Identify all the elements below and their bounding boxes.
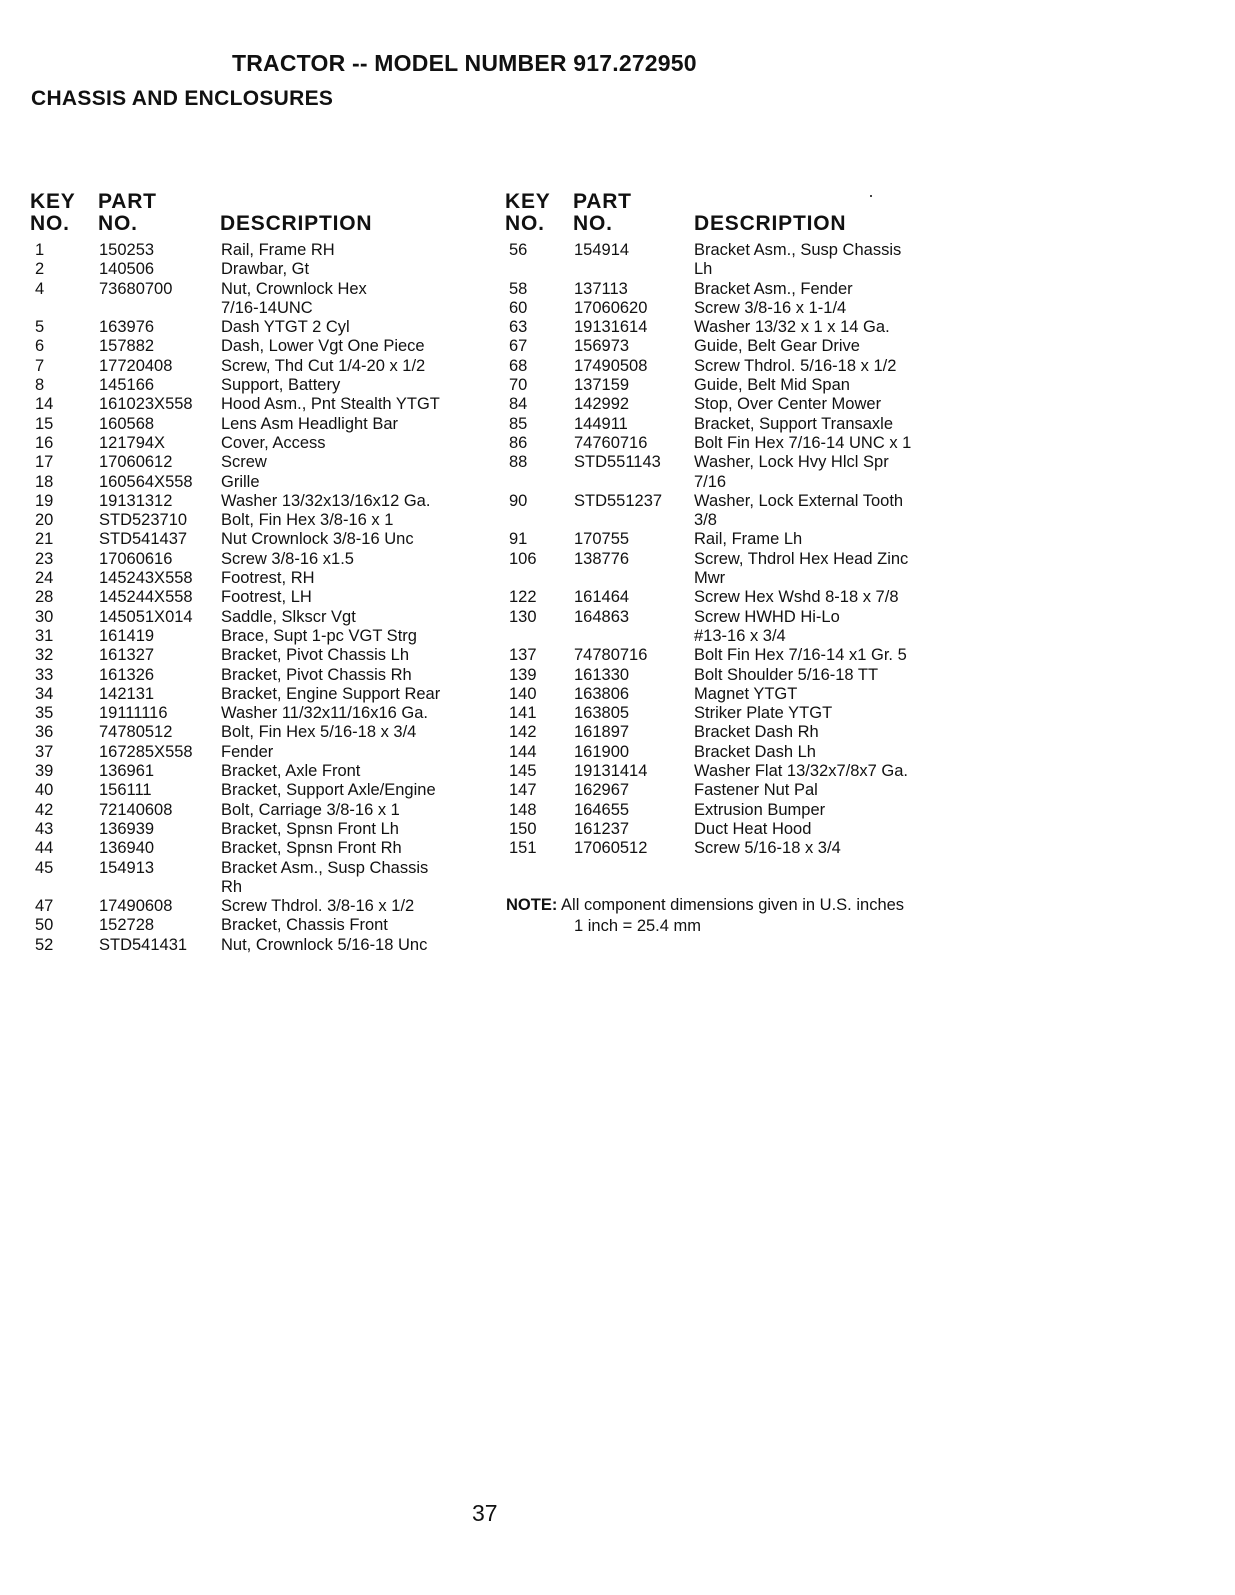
part-number: 145051X014 [99,607,193,626]
key-number: 43 [35,819,54,838]
part-description: #13-16 x 3/4 [694,626,786,645]
part-column-header-left: PART NO. [98,190,157,235]
part-description: Hood Asm., Pnt Stealth YTGT [221,395,440,414]
part-number: 161237 [574,819,630,838]
part-number: 17720408 [99,356,173,375]
part-description: Guide, Belt Mid Span [694,376,850,395]
key-number: 90 [509,491,528,510]
part-number: 164863 [574,607,630,626]
parts-row [0,299,1235,318]
key-number: 16 [35,433,54,452]
part-number: 138776 [574,549,630,568]
key-number: 14 [35,395,54,414]
key-number: 8 [35,376,45,395]
key-number: 68 [509,356,528,375]
part-number: 19131312 [99,491,173,510]
part-number: 136940 [99,839,155,858]
part-description: Bracket Asm., Susp Chassis [694,241,902,259]
parts-row [0,666,1235,685]
part-number: 152728 [99,916,155,935]
part-number: 74760716 [574,433,648,452]
key-number: 42 [35,800,54,819]
key-number: 60 [509,298,528,317]
key-number: 7 [35,356,45,375]
key-number: 50 [35,916,54,935]
parts-row [0,550,1235,569]
part-description: Screw Thdrol. 5/16-18 x 1/2 [694,356,897,375]
part-number: 72140608 [99,800,173,819]
part-description: Fender [221,742,274,761]
key-number: 19 [35,491,54,510]
part-description: Bolt, Carriage 3/8-16 x 1 [221,800,400,819]
key-number: 70 [509,376,528,395]
key-number: 17 [35,453,54,472]
part-description: Dash YTGT 2 Cyl [221,318,350,337]
parts-row [0,743,1235,762]
part-number: 163976 [99,318,155,337]
part-description: Rail, Frame RH [221,241,335,259]
key-number: 139 [509,665,537,684]
part-number: STD541437 [99,530,188,549]
key-number: 91 [509,530,528,549]
part-number: 161326 [99,665,155,684]
key-number: 18 [35,472,54,491]
part-number: STD551143 [574,453,661,472]
part-number: 170755 [574,530,630,549]
key-number: 40 [35,781,54,800]
part-number: 144911 [574,414,628,433]
part-number: 161464 [574,588,630,607]
part-description: Nut, Crownlock 5/16-18 Unc [221,935,428,954]
part-number: 142131 [99,684,155,703]
part-description: 7/16-14UNC [221,298,313,317]
parts-list-right [0,241,1235,859]
part-description: Bracket Dash Rh [694,723,819,742]
parts-row [0,723,1235,742]
key-number: 31 [35,626,54,645]
part-number: 156973 [574,337,630,356]
part-description: Bracket, Spnsn Front Rh [221,839,402,858]
part-number: 137113 [574,279,628,298]
parts-row [0,608,1235,627]
parts-row [0,801,1235,820]
part-number: 157882 [99,337,155,356]
part-number: 145243X558 [99,569,193,588]
part-number: 167285X558 [99,742,193,761]
part-description: Footrest, LH [221,588,312,607]
part-description: Washer 13/32x13/16x12 Ga. [221,491,431,510]
part-description: Drawbar, Gt [221,260,310,279]
parts-row [0,781,1235,800]
parts-row [0,762,1235,781]
key-number: 63 [509,318,528,337]
key-number: 36 [35,723,54,742]
part-description: Washer, Lock External Tooth [694,491,904,510]
part-number: 160568 [99,414,155,433]
parts-row [0,376,1235,395]
key-number: 24 [35,569,54,588]
section-title: CHASSIS AND ENCLOSURES [31,87,334,110]
part-description: Support, Battery [221,376,341,395]
parts-row [0,627,1235,646]
part-description: Stop, Over Center Mower [694,395,882,414]
part-description: Grille [221,472,260,491]
part-description: Bolt Shoulder 5/16-18 TT [694,665,879,684]
key-number: 148 [509,800,537,819]
part-description: Bracket, Spnsn Front Lh [221,819,399,838]
part-number: 154914 [574,241,630,259]
parts-row [0,395,1235,414]
part-number: 162967 [574,781,630,800]
parts-row [0,916,480,935]
part-number: STD523710 [99,511,188,530]
note-text: All component dimensions given in U.S. inches [561,896,905,914]
part-description: Nut Crownlock 3/8-16 Unc [221,530,414,549]
key-number: 147 [509,781,537,800]
parts-row [0,318,1235,337]
parts-row [0,453,1235,472]
key-number: 140 [509,684,537,703]
parts-row [0,260,1235,279]
part-number: 136939 [99,819,155,838]
parts-row [0,241,1235,260]
part-description: Bracket, Support Transaxle [694,414,894,433]
part-description: Screw, Thd Cut 1/4-20 x 1/2 [221,356,426,375]
key-number: 130 [509,607,537,626]
part-description: Lh [694,260,713,279]
part-description: Cover, Access [221,433,326,452]
part-description: Mwr [694,569,726,588]
part-description: Rail, Frame Lh [694,530,803,549]
key-number: 44 [35,839,54,858]
part-description: Duct Heat Hood [694,819,812,838]
key-number: 56 [509,241,528,259]
part-description: Magnet YTGT [694,684,798,703]
key-number: 28 [35,588,54,607]
part-number: 163806 [574,684,630,703]
key-number: 34 [35,684,54,703]
key-number: 88 [509,453,528,472]
key-number: 141 [509,704,537,723]
part-description: Fastener Nut Pal [694,781,818,800]
part-description: Screw 3/8-16 x1.5 [221,549,354,568]
description-column-header-right: DESCRIPTION [694,212,847,235]
part-description: Dash, Lower Vgt One Piece [221,337,425,356]
part-description: Bracket Asm., Susp Chassis [221,858,429,877]
key-number: 150 [509,819,537,838]
part-number: 161419 [99,626,155,645]
key-number: 5 [35,318,45,337]
part-number: 161023X558 [99,395,193,414]
part-description: Rh [221,877,243,896]
parts-row [0,415,1235,434]
part-description: Bracket, Engine Support Rear [221,684,441,703]
key-number: 37 [35,742,54,761]
key-number: 137 [509,646,537,665]
part-description: Bolt Fin Hex 7/16-14 x1 Gr. 5 [694,646,907,665]
key-number: 122 [509,588,537,607]
page-title: TRACTOR -- MODEL NUMBER 917.272950 [232,50,697,76]
part-number: 19111116 [99,704,168,723]
part-description: Screw HWHD Hi-Lo [694,607,840,626]
parts-row [0,588,1235,607]
part-description: Bracket, Pivot Chassis Lh [221,646,409,665]
parts-row [0,473,1235,492]
part-description: Saddle, Slkscr Vgt [221,607,356,626]
key-number: 58 [509,279,528,298]
description-column-header-left: DESCRIPTION [220,212,373,235]
part-description: Washer Flat 13/32x7/8x7 Ga. [694,762,908,781]
part-description: Screw [221,453,267,472]
parts-row [0,820,1235,839]
parts-row [0,936,480,955]
key-number: 32 [35,646,54,665]
part-description: 3/8 [694,511,717,530]
key-number: 85 [509,414,528,433]
key-number: 23 [35,549,54,568]
part-description: Bolt Fin Hex 7/16-14 UNC x 1 [694,433,912,452]
parts-row [0,685,1235,704]
part-description: Extrusion Bumper [694,800,826,819]
part-description: Guide, Belt Gear Drive [694,337,860,356]
key-number: 35 [35,704,54,723]
part-description: Bracket Dash Lh [694,742,816,761]
part-number: 17490508 [574,356,648,375]
part-description: Nut, Crownlock Hex [221,279,367,298]
key-number: 144 [509,742,537,761]
part-description: Bolt, Fin Hex 3/8-16 x 1 [221,511,394,530]
part-description: Screw Thdrol. 3/8-16 x 1/2 [221,897,415,916]
part-description: Bracket, Pivot Chassis Rh [221,665,412,684]
part-description: 7/16 [694,472,727,491]
part-number: 140506 [99,260,155,279]
key-number: 52 [35,935,54,954]
part-number: 145166 [99,376,155,395]
part-number: 161330 [574,665,630,684]
part-number: 163805 [574,704,630,723]
note-label: NOTE: [506,896,558,914]
part-number: 17060616 [99,549,173,568]
part-number: 17490608 [99,897,173,916]
page-number: 37 [472,1500,498,1526]
part-number: 150253 [99,241,155,259]
part-number: 161327 [99,646,155,665]
key-number: 15 [35,414,54,433]
part-number: 142992 [574,395,630,414]
parts-row [0,357,1235,376]
key-column-header-right: KEY NO. [505,190,551,235]
part-description: Screw 5/16-18 x 3/4 [694,839,841,858]
key-number: 33 [35,665,54,684]
part-description: Washer 11/32x11/16x16 Ga. [221,704,428,723]
part-number: 74780512 [99,723,173,742]
part-description: Striker Plate YTGT [694,704,833,723]
part-number: 17060612 [99,453,173,472]
parts-row [0,704,1235,723]
part-number: STD541431 [99,935,188,954]
parts-row [0,646,1235,665]
part-number: 154913 [99,858,155,877]
parts-row [0,897,480,916]
part-description: Lens Asm Headlight Bar [221,414,399,433]
parts-row [0,569,1235,588]
part-description: Bracket Asm., Fender [694,279,853,298]
note-conversion: 1 inch = 25.4 mm [574,917,702,935]
part-number: 73680700 [99,279,173,298]
key-number: 106 [509,549,537,568]
parts-row [0,434,1235,453]
part-number: 161900 [574,742,630,761]
stray-mark [870,195,872,197]
part-description: Bracket, Axle Front [221,762,361,781]
part-number: 164655 [574,800,630,819]
key-number: 67 [509,337,528,356]
part-description: Bracket, Chassis Front [221,916,388,935]
key-number: 2 [35,260,45,279]
dimensions-note [506,894,905,935]
part-number: 160564X558 [99,472,193,491]
key-number: 151 [509,839,537,858]
key-number: 84 [509,395,528,414]
part-description: Bracket, Support Axle/Engine [221,781,436,800]
key-number: 30 [35,607,54,626]
part-number: 156111 [99,781,152,800]
key-number: 1 [35,241,45,259]
part-description: Washer, Lock Hvy Hlcl Spr [694,453,889,472]
part-description: Screw Hex Wshd 8-18 x 7/8 [694,588,899,607]
part-number: 137159 [574,376,630,395]
part-number: 17060620 [574,298,648,317]
key-number: 145 [509,762,537,781]
key-number: 6 [35,337,45,356]
parts-row [0,859,480,878]
part-description: Washer 13/32 x 1 x 14 Ga. [694,318,890,337]
parts-row [0,878,480,897]
parts-row [0,492,1235,511]
key-number: 21 [35,530,54,549]
part-number: 19131614 [574,318,648,337]
part-number: 136961 [99,762,155,781]
part-number: 17060512 [574,839,648,858]
part-number: 161897 [574,723,630,742]
parts-row [0,280,1235,299]
part-number: STD551237 [574,491,663,510]
parts-row [0,530,1235,549]
parts-row [0,839,1235,858]
key-number: 20 [35,511,54,530]
key-number: 47 [35,897,54,916]
key-number: 39 [35,762,54,781]
part-number: 74780716 [574,646,648,665]
part-number: 19131414 [574,762,648,781]
part-description: Bolt, Fin Hex 5/16-18 x 3/4 [221,723,417,742]
key-number: 4 [35,279,45,298]
key-number: 86 [509,433,528,452]
part-description: Brace, Supt 1-pc VGT Strg [221,626,417,645]
part-number: 121794X [99,433,166,452]
key-column-header-left: KEY NO. [30,190,76,235]
part-description: Screw, Thdrol Hex Head Zinc [694,549,909,568]
key-number: 142 [509,723,537,742]
part-description: Footrest, RH [221,569,315,588]
part-number: 145244X558 [99,588,193,607]
key-number: 45 [35,858,54,877]
part-description: Screw 3/8-16 x 1-1/4 [694,298,847,317]
parts-row [0,337,1235,356]
part-column-header-right: PART NO. [573,190,632,235]
parts-row [0,511,1235,530]
